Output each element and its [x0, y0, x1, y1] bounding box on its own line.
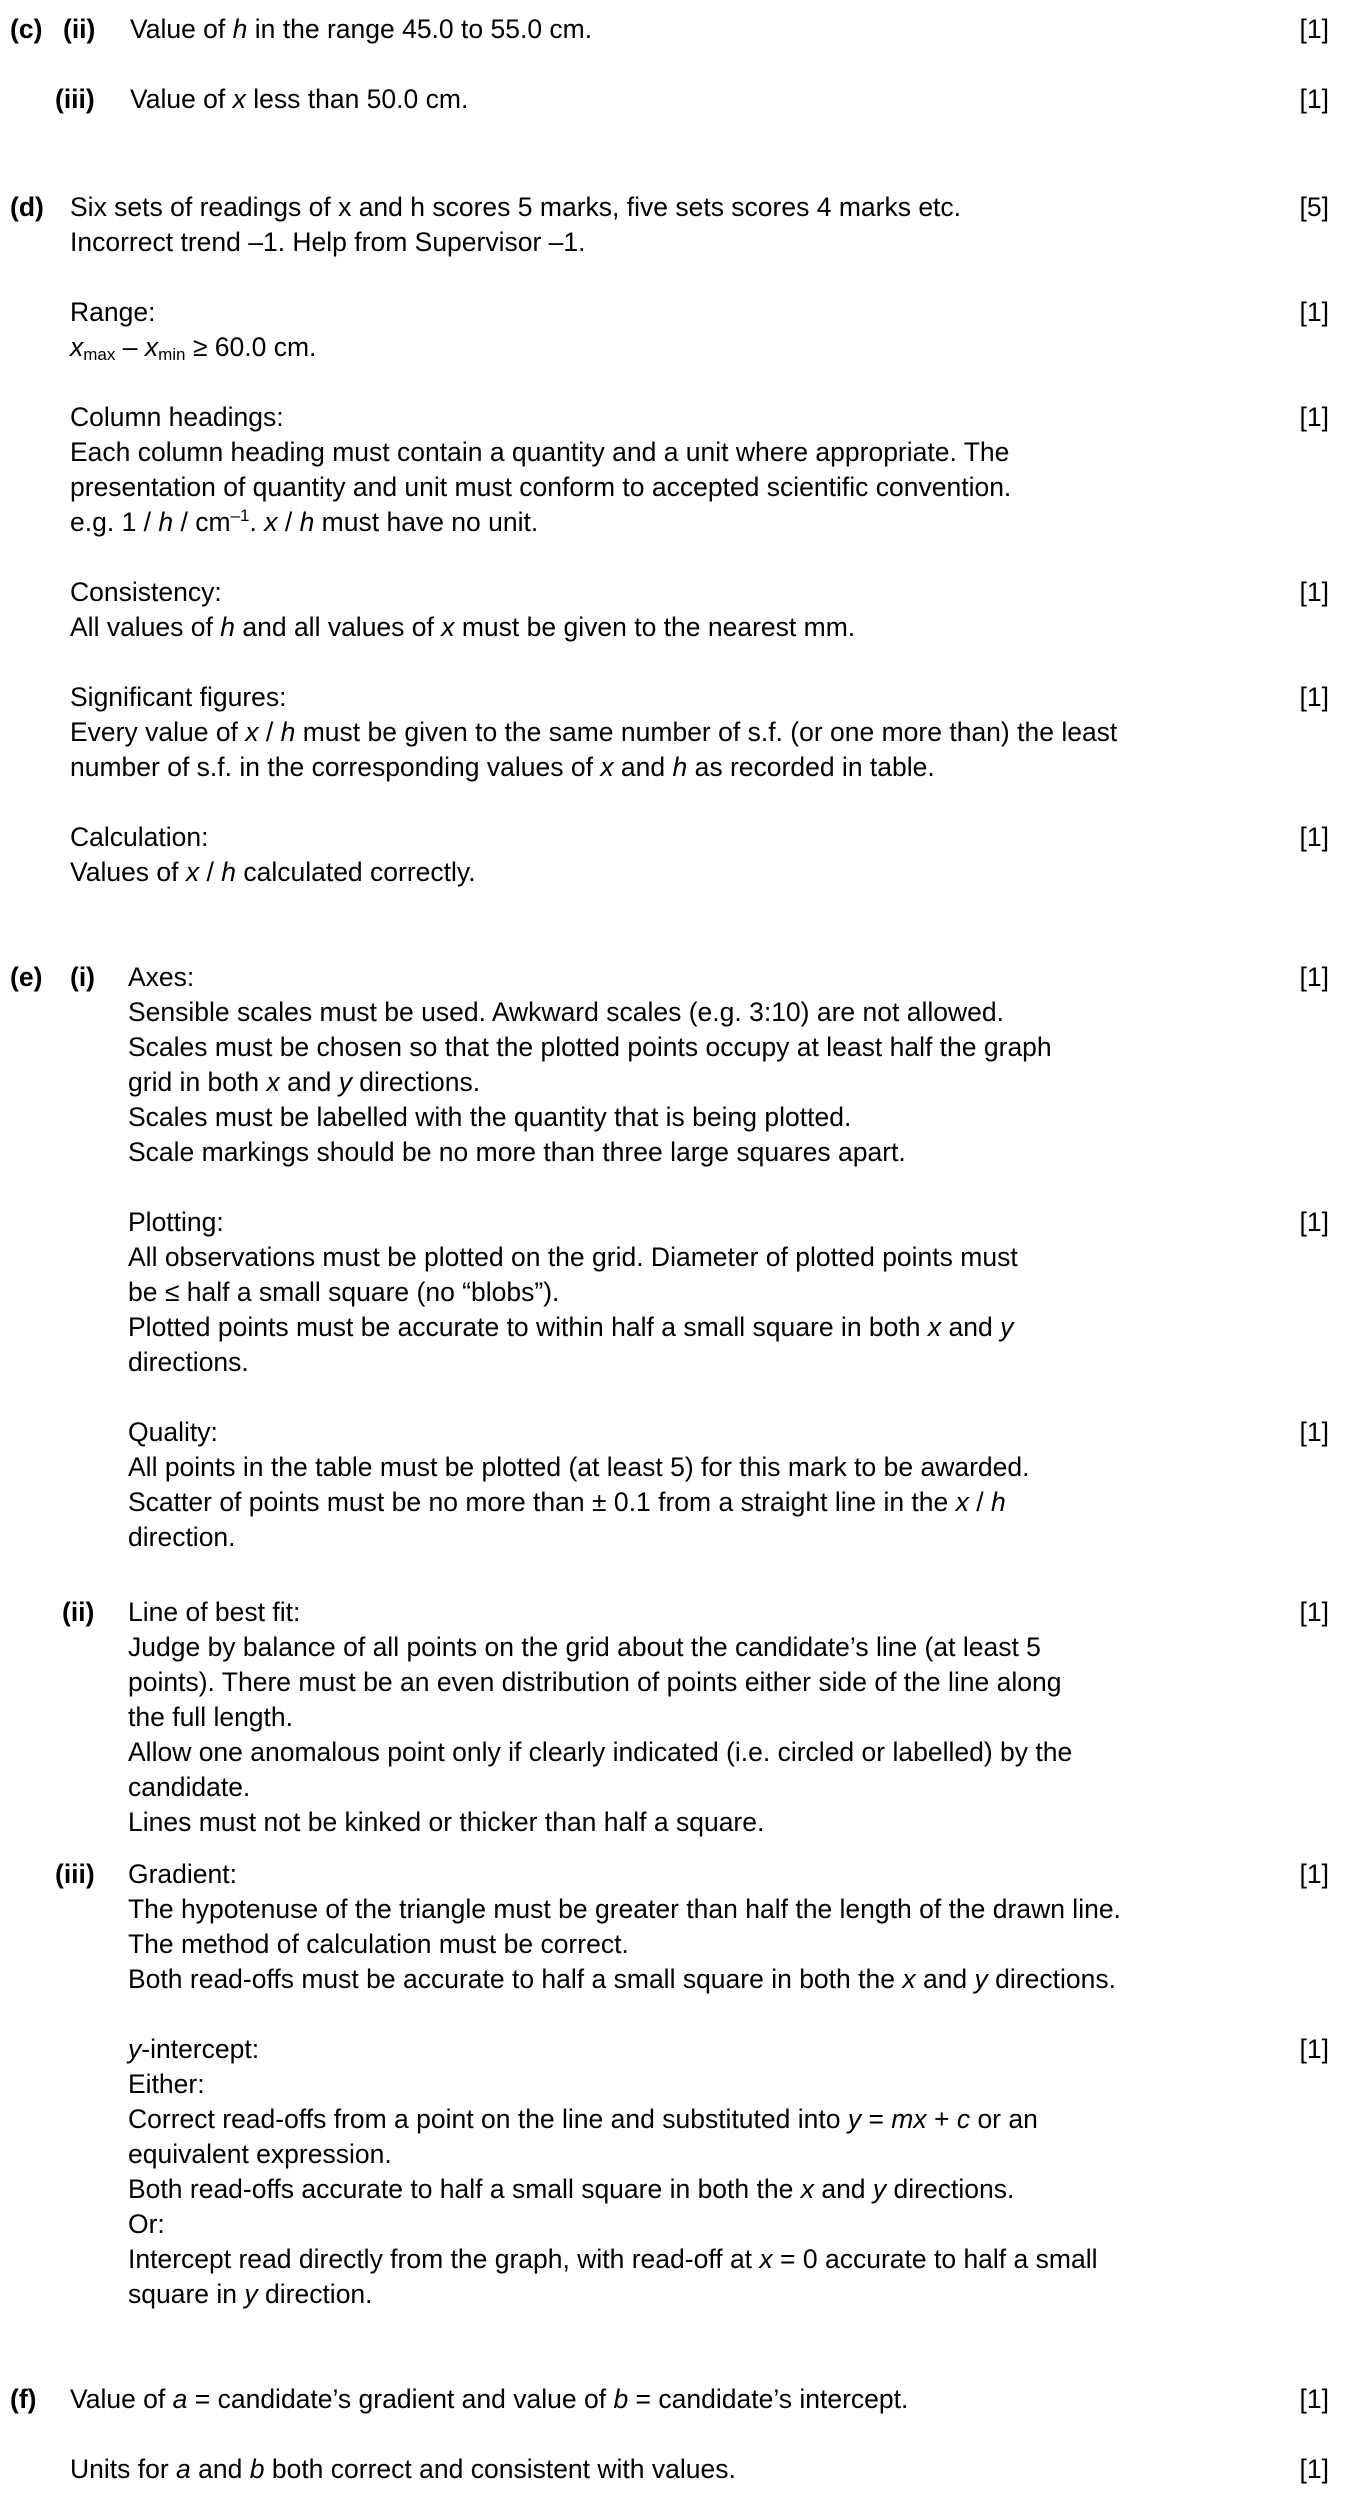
quality-line3: direction.: [128, 1522, 236, 1552]
column-headings-line1: Each column heading must contain a quantity and a unit where appropriate. The: [70, 437, 1010, 467]
column-headings-line3: e.g. 1 / h / $cm^{-1}$. x / h must have no unit.: [70, 506, 539, 537]
d-intro-line1: Six sets of readings of x and h scores 5 marks, five sets scores 4 marks etc.: [70, 192, 962, 222]
range-heading: Range:: [70, 297, 156, 327]
mark-e-plotting: [1]: [1299, 1207, 1329, 1237]
column-headings-line2: presentation of quantity and unit must conform to accepted scientific convention.: [70, 472, 1012, 502]
column-headings-heading: Column headings:: [70, 402, 284, 432]
c-iii-text: Value of x less than 50.0 cm.: [130, 84, 469, 114]
mark-e-quality: [1]: [1299, 1417, 1329, 1447]
best-fit-line4: Allow one anomalous point only if clearly indicated (i.e. circled or labelled) by the: [128, 1737, 1073, 1767]
mark-e-ii: [1]: [1299, 1597, 1329, 1627]
mark-d-consistency: [1]: [1299, 577, 1329, 607]
calculation-line1: Values of x / h calculated correctly.: [70, 857, 476, 887]
best-fit-line6: Lines must not be kinked or thicker than half a square.: [128, 1807, 765, 1837]
axes-heading: Axes:: [128, 962, 195, 992]
part-label-e: (e): [10, 962, 43, 992]
consistency-heading: Consistency:: [70, 577, 222, 607]
intercept-line5: Or:: [128, 2209, 165, 2239]
axes-line1: Sensible scales must be used. Awkward scales (e.g. 3:10) are not allowed.: [128, 997, 1004, 1027]
best-fit-line2: points). There must be an even distribution of points either side of the line along: [128, 1667, 1062, 1697]
part-label-f: (f): [10, 2384, 37, 2414]
calculation-heading: Calculation:: [70, 822, 209, 852]
best-fit-line1: Judge by balance of all points on the grid about the candidate’s line (at least 5: [128, 1632, 1041, 1662]
part-label-d: (d): [10, 192, 44, 222]
gradient-line1: The hypotenuse of the triangle must be greater than half the length of the drawn line.: [128, 1894, 1121, 1924]
intercept-line3: equivalent expression.: [128, 2139, 392, 2169]
plotting-line1: All observations must be plotted on the grid. Diameter of plotted points must: [128, 1242, 1018, 1272]
range-formula: $x_{max} - x_{min} \ge 60.0$ cm.: [70, 332, 317, 364]
axes-line3: grid in both x and y directions.: [128, 1067, 481, 1097]
mark-e-axes: [1]: [1299, 962, 1329, 992]
axes-line2: Scales must be chosen so that the plotted points occupy at least half the graph: [128, 1032, 1052, 1062]
plotting-line2: be ≤ half a small square (no “blobs”).: [128, 1277, 560, 1307]
best-fit-line5: candidate.: [128, 1772, 251, 1802]
f-line2: Units for a and b both correct and consistent with values.: [70, 2454, 736, 2484]
intercept-line7: square in y direction.: [128, 2279, 373, 2309]
axes-line4: Scales must be labelled with the quantity that is being plotted.: [128, 1102, 852, 1132]
subpart-label-e-i: (i): [70, 962, 96, 992]
significant-figures-line2: number of s.f. in the corresponding values of x and h as recorded in table.: [70, 752, 935, 782]
axes-line5: Scale markings should be no more than three large squares apart.: [128, 1137, 906, 1167]
gradient-line2: The method of calculation must be correct.: [128, 1929, 629, 1959]
plotting-heading: Plotting:: [128, 1207, 224, 1237]
part-label-c: (c): [10, 14, 43, 44]
d-intro-line2: Incorrect trend –1. Help from Supervisor –1.: [70, 227, 586, 257]
subpart-label-c-iii: (iii): [55, 84, 95, 114]
quality-line2: Scatter of points must be no more than ± 0.1 from a straight line in the x / h: [128, 1487, 1006, 1517]
mark-f-2: [1]: [1299, 2454, 1329, 2484]
mark-e-intercept: [1]: [1299, 2034, 1329, 2064]
intercept-line1: Either:: [128, 2069, 205, 2099]
plotting-line4: directions.: [128, 1347, 249, 1377]
mark-d-range: [1]: [1299, 297, 1329, 327]
c-ii-text: Value of h in the range 45.0 to 55.0 cm.: [130, 14, 593, 44]
significant-figures-line1: Every value of x / h must be given to the same number of s.f. (or one more than) the least: [70, 717, 1118, 747]
intercept-line4: Both read-offs accurate to half a small square in both the x and y directions.: [128, 2174, 1015, 2204]
subpart-label-c-ii: (ii): [63, 14, 96, 44]
plotting-line3: Plotted points must be accurate to within half a small square in both x and y: [128, 1312, 1014, 1342]
gradient-line3: Both read-offs must be accurate to half a small square in both the x and y directions.: [128, 1964, 1116, 1994]
subpart-label-e-iii: (iii): [55, 1859, 95, 1889]
quality-heading: Quality:: [128, 1417, 218, 1447]
mark-f-1: [1]: [1299, 2384, 1329, 2414]
mark-d-intro: [5]: [1299, 192, 1329, 222]
mark-d-calculation: [1]: [1299, 822, 1329, 852]
gradient-heading: Gradient:: [128, 1859, 238, 1889]
mark-c-iii: [1]: [1299, 84, 1329, 114]
line-of-best-fit-heading: Line of best fit:: [128, 1597, 301, 1627]
quality-line1: All points in the table must be plotted (at least 5) for this mark to be awarded.: [128, 1452, 1030, 1482]
best-fit-line3: the full length.: [128, 1702, 294, 1732]
mark-e-gradient: [1]: [1299, 1859, 1329, 1889]
consistency-line1: All values of h and all values of x must be given to the nearest mm.: [70, 612, 856, 642]
mark-d-column-headings: [1]: [1299, 402, 1329, 432]
mark-c-ii: [1]: [1299, 14, 1329, 44]
significant-figures-heading: Significant figures:: [70, 682, 287, 712]
subpart-label-e-ii: (ii): [62, 1597, 95, 1627]
mark-d-significant-figures: [1]: [1299, 682, 1329, 712]
f-line1: Value of a = candidate’s gradient and value of b = candidate’s intercept.: [70, 2384, 909, 2414]
y-intercept-heading: y-intercept:: [128, 2034, 260, 2064]
intercept-line2: Correct read-offs from a point on the line and substituted into y = mx + c or an: [128, 2104, 1038, 2134]
intercept-line6: Intercept read directly from the graph, with read-off at x = 0 accurate to half a small: [128, 2244, 1098, 2274]
